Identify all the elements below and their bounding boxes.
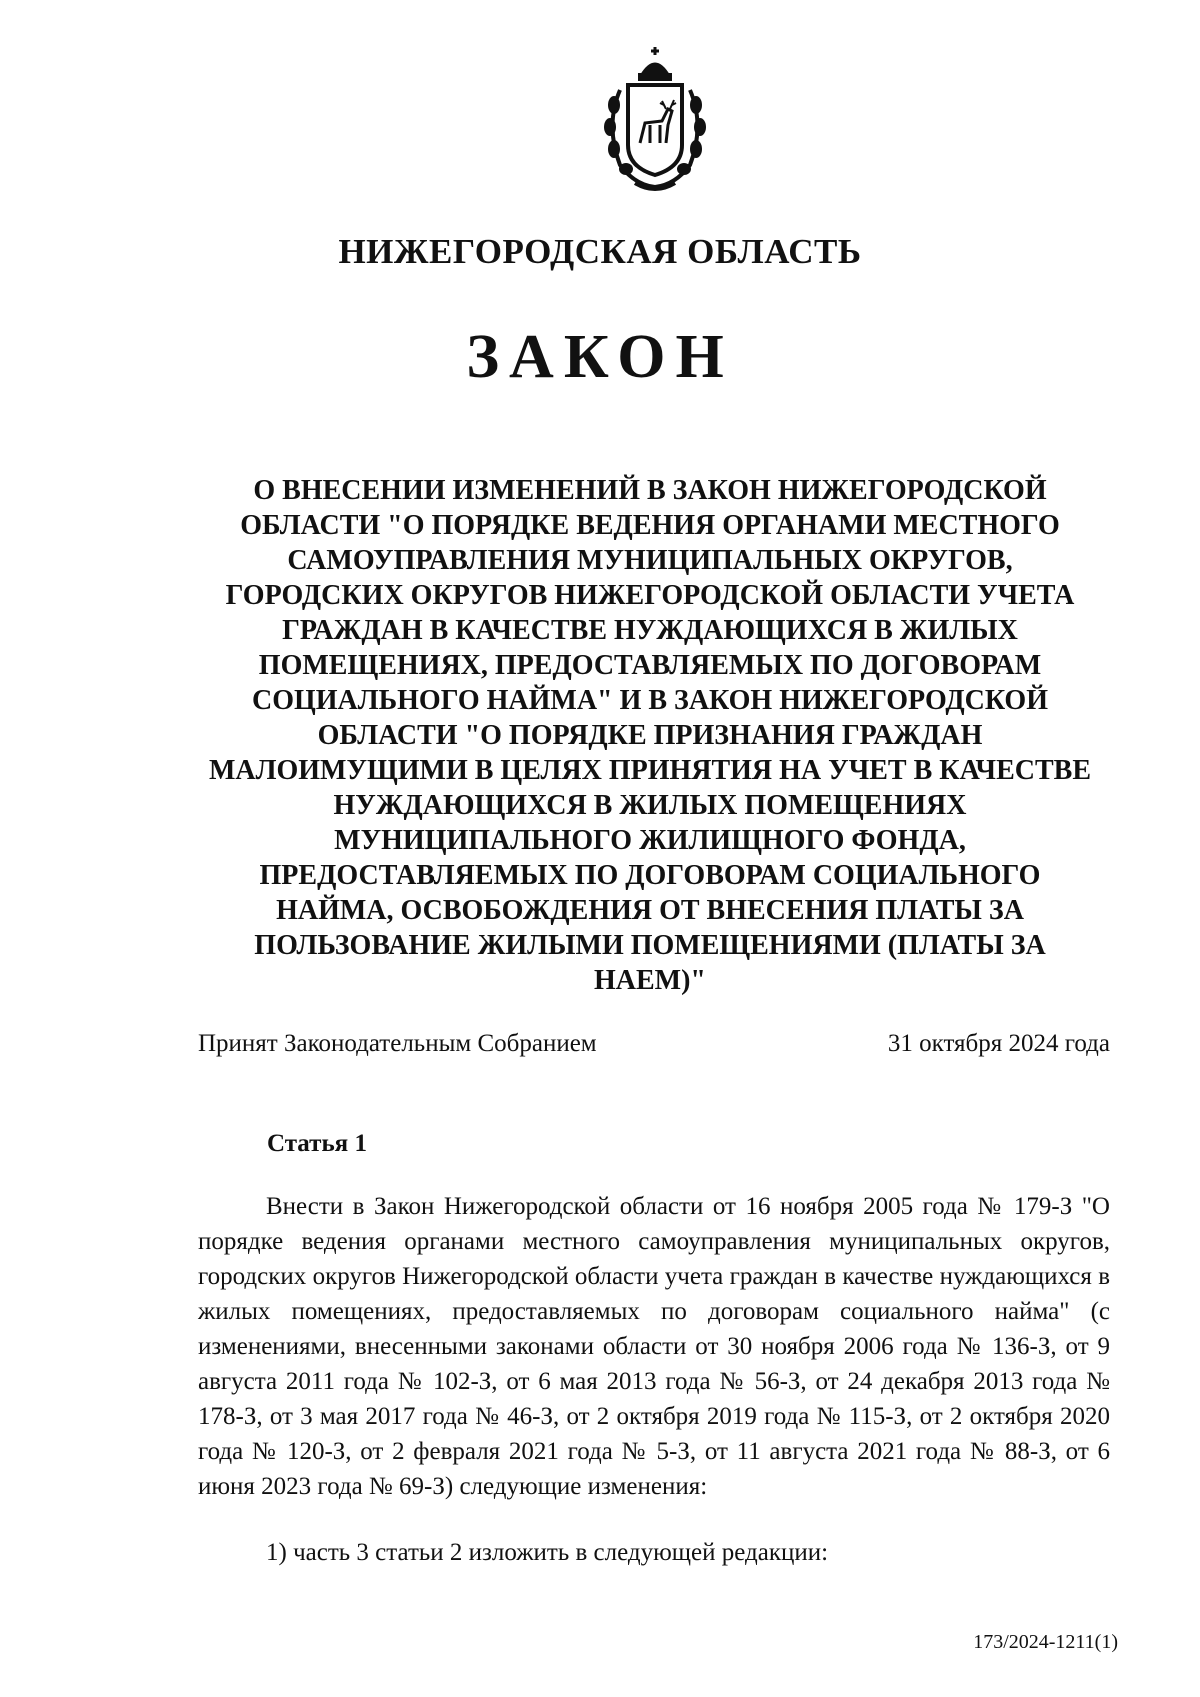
law-title-line: НАЕМ)" [594, 965, 706, 996]
law-title-line: ПОМЕЩЕНИЯХ, ПРЕДОСТАВЛЯЕМЫХ ПО ДОГОВОРАМ [258, 650, 1042, 681]
region-name: НИЖЕГОРОДСКАЯ ОБЛАСТЬ [338, 232, 862, 271]
law-title-line: МУНИЦИПАЛЬНОГО ЖИЛИЩНОГО ФОНДА, [334, 825, 966, 856]
law-title-line: САМОУПРАВЛЕНИЯ МУНИЦИПАЛЬНЫХ ОКРУГОВ, [287, 545, 1013, 576]
article-paragraph: Внести в Закон Нижегородской области от 16 ноября 2005 года № 179-З "О порядке ведения органами местного самоуправления муниципальных округов, городских округов Нижегородской области учета граждан в качестве нуждающихся в жилых помещениях, предоставляемых по договорам социального найма" (с изменениями, внесенными законами области от 30 ноября 2006 года № 136-З, от 9 августа 2011 года № 102-З, от 6 мая 2013 года № 56-З, от 24 декабря 2013 года № 178-З, от 3 мая 2017 года № 46-З, от 2 октября 2019 года № 115-З, от 2 октября 2020 года № 120-З, от 2 февраля 2021 года № 5-З, от 11 августа 2021 года № 88-З, от 6 июня 2023 года № 69-З) следующие изменения: [198, 1193, 1110, 1500]
law-title-line: О ВНЕСЕНИИ ИЗМЕНЕНИЙ В ЗАКОН НИЖЕГОРОДСКОЙ [253, 475, 1047, 506]
adopted-date: 31 октября 2024 года [887, 1030, 1110, 1057]
law-title-line: НУЖДАЮЩИХСЯ В ЖИЛЫХ ПОМЕЩЕНИЯХ [333, 790, 967, 821]
law-title-line: НАЙМА, ОСВОБОЖДЕНИЯ ОТ ВНЕСЕНИЯ ПЛАТЫ ЗА [276, 895, 1024, 926]
law-title-line: СОЦИАЛЬНОГО НАЙМА" И В ЗАКОН НИЖЕГОРОДСКОЙ [252, 685, 1048, 716]
law-title-line: ГРАЖДАН В КАЧЕСТВЕ НУЖДАЮЩИХСЯ В ЖИЛЫХ [282, 615, 1018, 646]
law-title-line: ПРЕДОСТАВЛЯЕМЫХ ПО ДОГОВОРАМ СОЦИАЛЬНОГО [259, 860, 1041, 891]
article-item-1: 1) часть 3 статьи 2 изложить в следующей редакции: [266, 1539, 829, 1566]
coat-of-arms-icon [590, 45, 720, 195]
adopted-by: Принят Законодательным Собранием [198, 1030, 597, 1057]
law-title-line: МАЛОИМУЩИМИ В ЦЕЛЯХ ПРИНЯТИЯ НА УЧЕТ В КАЧЕСТВЕ [208, 755, 1092, 786]
law-title-line: ОБЛАСТИ "О ПОРЯДКЕ ВЕДЕНИЯ ОРГАНАМИ МЕСТНОГО [240, 510, 1060, 541]
law-title-line: ПОЛЬЗОВАНИЕ ЖИЛЫМИ ПОМЕЩЕНИЯМИ (ПЛАТЫ ЗА [254, 930, 1046, 961]
document-code: 173/2024-1211(1) [973, 1631, 1118, 1653]
law-title [195, 473, 1105, 998]
law-title-line: ОБЛАСТИ "О ПОРЯДКЕ ПРИЗНАНИЯ ГРАЖДАН [317, 720, 983, 751]
law-title-line: ГОРОДСКИХ ОКРУГОВ НИЖЕГОРОДСКОЙ ОБЛАСТИ УЧЕТА [225, 580, 1075, 611]
document-type: ЗАКОН [466, 323, 734, 391]
article-heading: Статья 1 [267, 1130, 367, 1157]
